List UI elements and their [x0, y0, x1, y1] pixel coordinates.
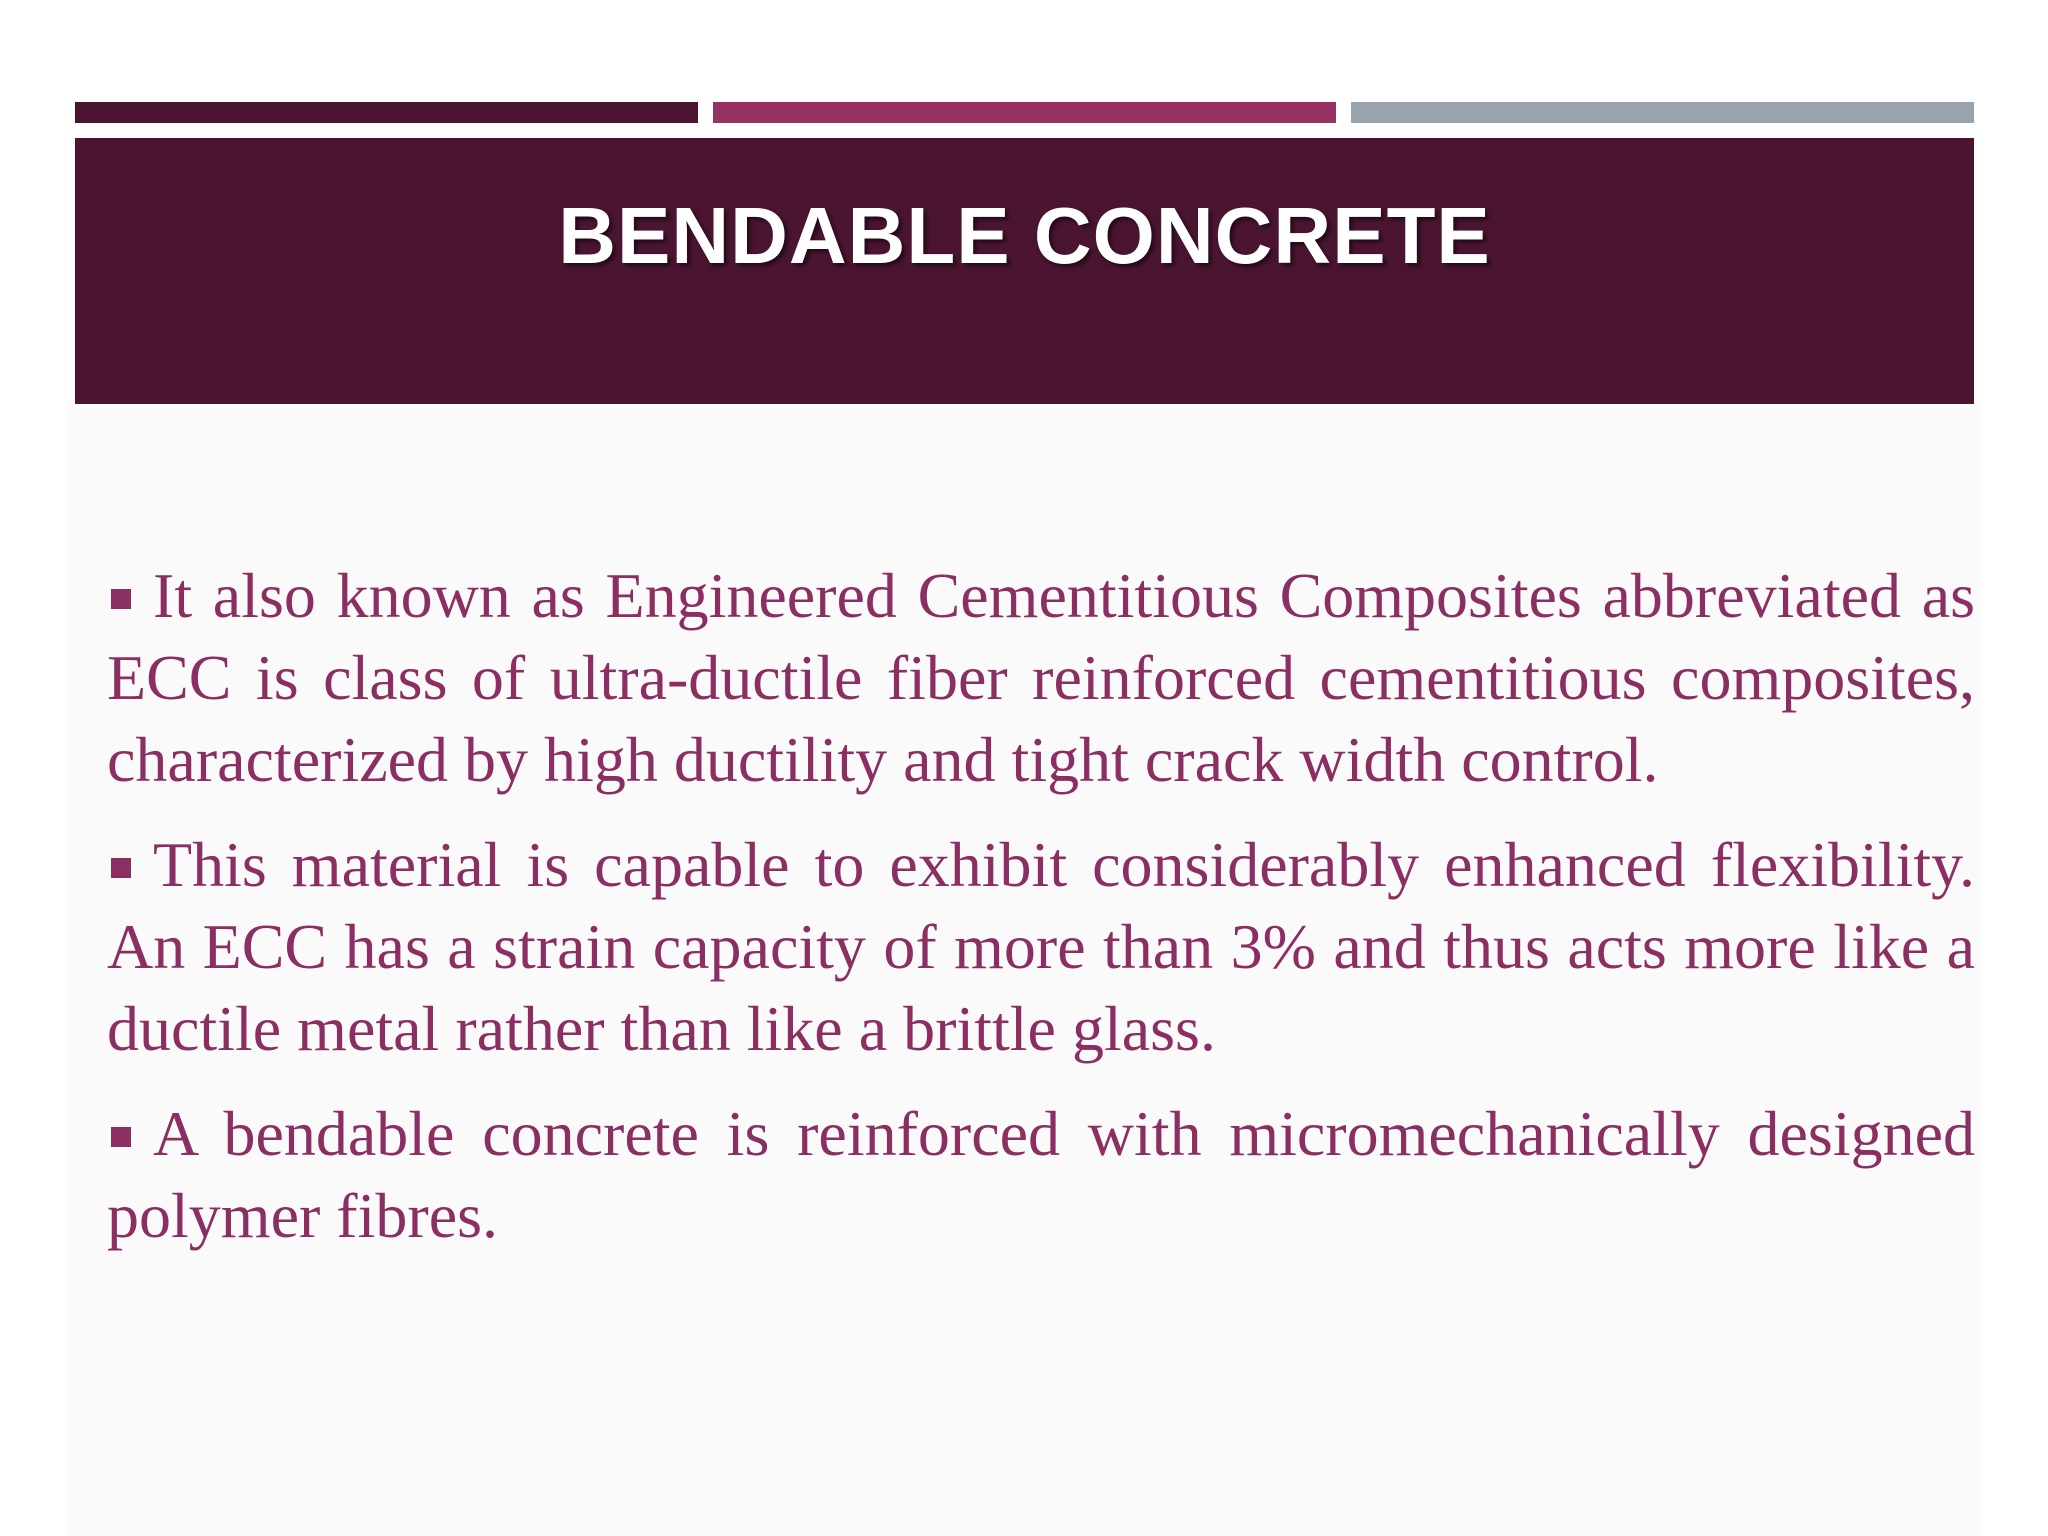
bullet-text: A bendable concrete is reinforced with micromechanically designed polymer fibres. — [107, 1098, 1975, 1251]
square-bullet-icon — [111, 1127, 131, 1147]
bullet-item — [107, 824, 1975, 1070]
title-band — [75, 138, 1974, 404]
square-bullet-icon — [111, 858, 131, 878]
accent-bar-dark — [75, 102, 698, 123]
bullet-item — [107, 1093, 1975, 1257]
square-bullet-icon — [111, 589, 131, 609]
bullet-text: This material is capable to exhibit considerably enhanced flexibility. An ECC has a strain capacity of more than 3% and thus acts more like a ductile metal rather than like a brittle glass. — [107, 829, 1975, 1064]
bullet-item — [107, 555, 1975, 801]
accent-bar-magenta — [713, 102, 1336, 123]
slide-title: BENDABLE CONCRETE — [558, 191, 1491, 280]
accent-bar-gray — [1351, 102, 1974, 123]
bullet-list — [107, 555, 1975, 1280]
bullet-text: It also known as Engineered Cementitious Composites abbreviated as ECC is class of ultra-ductile fiber reinforced cementitious composites, characterized by high ductility and tight crack width control. — [107, 560, 1975, 795]
